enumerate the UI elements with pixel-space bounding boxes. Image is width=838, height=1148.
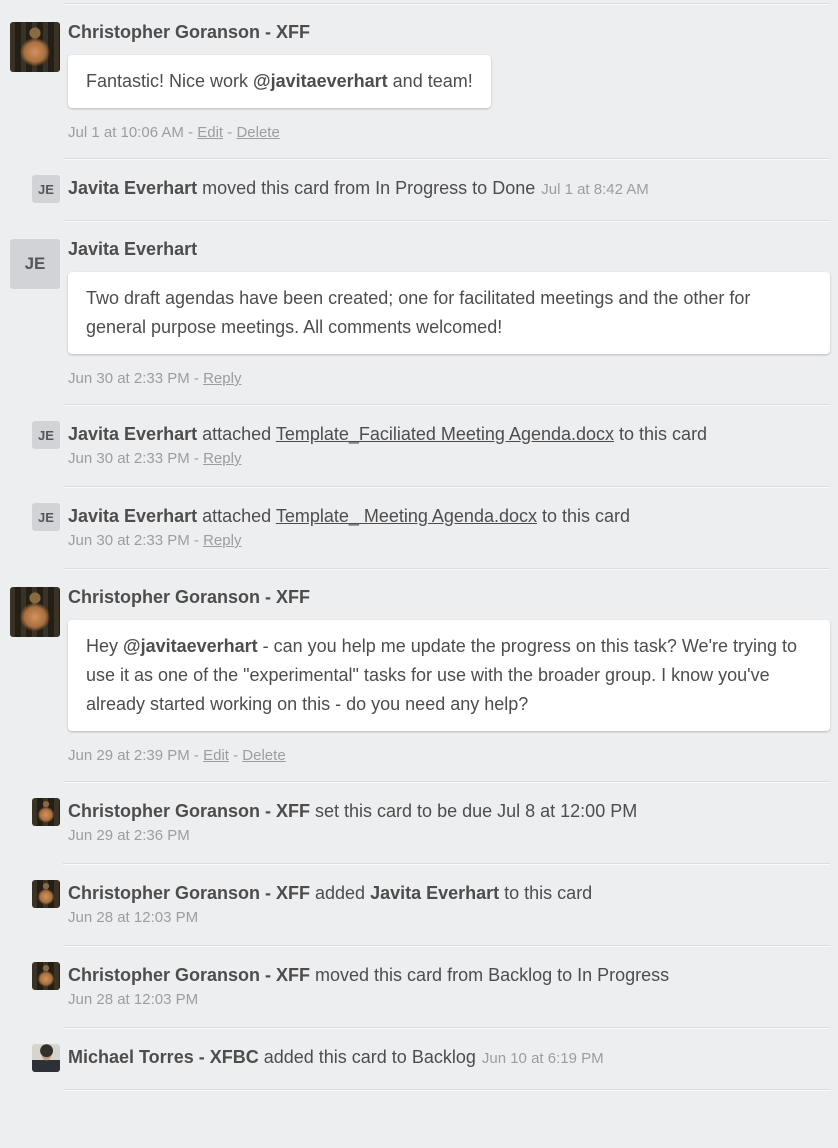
action-text: moved this card from Backlog to In Progress <box>310 965 670 985</box>
avatar-michael-torres[interactable] <box>32 1044 60 1072</box>
delete-link[interactable]: Delete <box>242 747 286 764</box>
action-text: attached <box>197 506 276 526</box>
timestamp: Jun 28 at 12:03 PM <box>68 991 199 1008</box>
avatar-column <box>0 1028 60 1089</box>
comment-author[interactable]: Javita Everhart <box>68 239 198 259</box>
member-name[interactable]: Christopher Goranson - XFF <box>68 965 311 985</box>
action-text: - can you help me update the progress on this task? We're trying to use it as one of the "experimental" tasks for use with the broader group. I know you've already started working on this - do you need any help? <box>86 636 798 714</box>
avatar-javita-everhart[interactable]: JE <box>10 239 60 289</box>
member-name[interactable]: Javita Everhart <box>68 424 198 444</box>
reply-link[interactable]: Reply <box>203 532 242 549</box>
action-line <box>68 175 830 203</box>
avatar-column <box>0 569 60 781</box>
delete-link[interactable]: Delete <box>236 124 280 141</box>
action-line <box>68 421 830 447</box>
action-entry <box>0 158 838 220</box>
action-text: added this card to Backlog <box>258 1047 476 1067</box>
mention[interactable]: @javitaeverhart <box>123 636 258 656</box>
avatar-javita-everhart[interactable]: JE <box>32 503 60 531</box>
action-line <box>68 962 830 988</box>
avatar-javita-everhart[interactable]: JE <box>32 175 60 203</box>
comment-author[interactable]: Christopher Goranson - XFF <box>68 22 311 42</box>
avatar-column <box>0 159 60 220</box>
avatar-column <box>0 405 60 486</box>
action-line <box>68 503 830 529</box>
comment-entry <box>0 220 838 404</box>
action-text: added <box>310 883 371 903</box>
timestamp: Jun 29 at 2:39 PM <box>68 747 190 764</box>
action-entry <box>0 781 838 863</box>
action-text: to this card <box>499 883 593 903</box>
avatar-column <box>0 864 60 945</box>
action-text: Fantastic! Nice work <box>86 71 254 91</box>
action-text: attached <box>197 424 276 444</box>
edit-link[interactable]: Edit <box>197 124 224 141</box>
member-name[interactable]: Michael Torres - XFBC <box>68 1047 259 1067</box>
avatar-column <box>0 221 60 404</box>
entry-meta: Jun 29 at 2:39 PM - Edit - Delete <box>68 747 286 764</box>
action-entry <box>0 404 838 486</box>
comment-entry <box>0 3 838 158</box>
mention[interactable]: @javitaeverhart <box>253 71 388 91</box>
avatar-christopher-goranson[interactable] <box>10 587 60 637</box>
member-name[interactable]: Christopher Goranson - XFF <box>68 801 311 821</box>
action-text: Two draft agendas have been created; one for facilitated meetings and the other for general purpose meetings. All comments welcomed! <box>86 288 751 337</box>
action-text: and team! <box>387 71 473 91</box>
action-entry <box>0 486 838 568</box>
member-name[interactable]: Javita Everhart <box>68 178 198 198</box>
attachment-link[interactable]: Template_Faciliated Meeting Agenda.docx <box>275 424 615 444</box>
avatar-christopher-goranson[interactable] <box>32 962 60 990</box>
action-text: Hey <box>86 636 124 656</box>
timestamp: Jun 28 at 12:03 PM <box>68 909 199 926</box>
timestamp: Jun 30 at 2:33 PM <box>68 450 190 467</box>
reply-link[interactable]: Reply <box>203 370 242 387</box>
timestamp: Jun 30 at 2:33 PM <box>68 532 190 549</box>
avatar-column <box>0 487 60 568</box>
comment-bubble <box>68 272 830 354</box>
entry-meta: Jun 30 at 2:33 PM - Reply <box>68 532 242 549</box>
entry-meta <box>68 908 830 928</box>
entry-meta <box>68 826 830 846</box>
timestamp: Jul 1 at 10:06 AM <box>68 124 184 141</box>
avatar-column <box>0 946 60 1027</box>
avatar-christopher-goranson[interactable] <box>32 880 60 908</box>
action-line <box>68 880 830 906</box>
timestamp: Jun 29 at 2:36 PM <box>68 827 190 844</box>
avatar-column <box>0 782 60 863</box>
entry-meta <box>68 990 830 1010</box>
reply-link[interactable]: Reply <box>203 450 242 467</box>
avatar-christopher-goranson[interactable] <box>10 22 60 72</box>
action-line <box>68 1044 830 1072</box>
timestamp: Jun 10 at 6:19 PM <box>481 1050 604 1067</box>
divider <box>63 1089 830 1090</box>
entry-meta: Jun 30 at 2:33 PM - Reply <box>68 450 242 467</box>
avatar-javita-everhart[interactable]: JE <box>32 421 60 449</box>
avatar-column <box>0 4 60 158</box>
action-entry <box>0 945 838 1027</box>
member-name[interactable]: Javita Everhart <box>370 883 500 903</box>
member-name[interactable]: Christopher Goranson - XFF <box>68 883 311 903</box>
entry-meta: Jun 30 at 2:33 PM - Reply <box>68 370 242 387</box>
action-line <box>68 798 830 824</box>
entry-meta: Jul 1 at 10:06 AM - Edit - Delete <box>68 124 280 141</box>
action-text: set this card to be due Jul 8 at 12:00 PM <box>310 801 638 821</box>
action-text: to this card <box>614 424 708 444</box>
comment-author[interactable]: Christopher Goranson - XFF <box>68 587 311 607</box>
edit-link[interactable]: Edit <box>203 747 229 764</box>
attachment-link[interactable]: Template_ Meeting Agenda.docx <box>275 506 537 526</box>
member-name[interactable]: Javita Everhart <box>68 506 198 526</box>
timestamp: Jul 1 at 8:42 AM <box>541 181 649 198</box>
action-text: moved this card from In Progress to Done <box>197 178 536 198</box>
timestamp: Jun 30 at 2:33 PM <box>68 370 190 387</box>
comment-bubble <box>68 55 491 108</box>
action-text: to this card <box>537 506 631 526</box>
comment-entry <box>0 568 838 781</box>
avatar-christopher-goranson[interactable] <box>32 798 60 826</box>
action-entry <box>0 1027 838 1089</box>
comment-bubble <box>68 620 830 731</box>
action-entry <box>0 863 838 945</box>
